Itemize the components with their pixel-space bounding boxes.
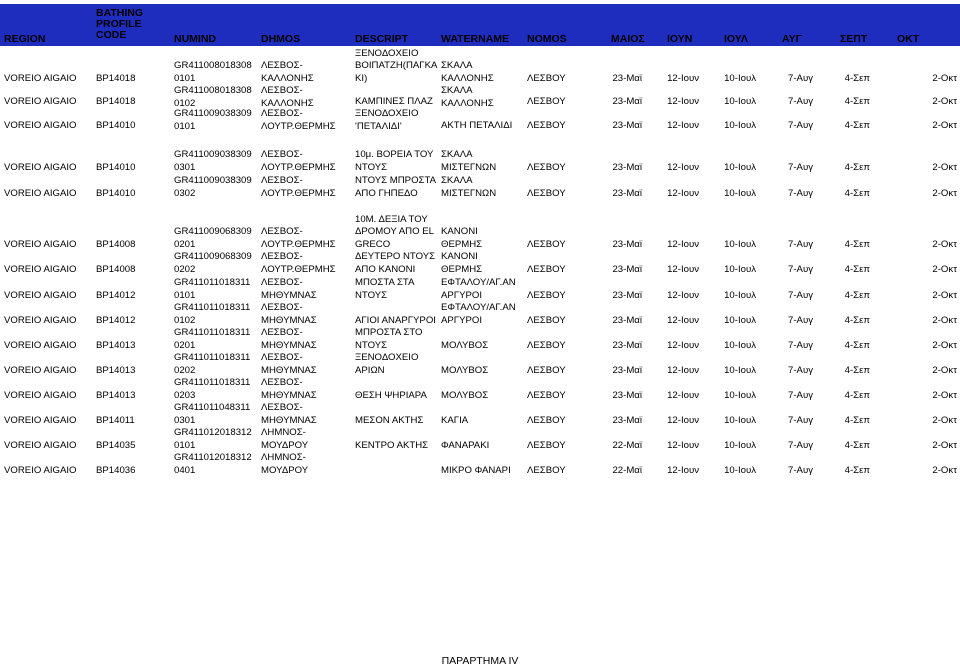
header-maios: ΜΑΙΟΣ [611,33,645,45]
month-cell: 10-Ιουλ [724,389,756,401]
nomos-cell: ΛΕΣΒΟΥ [527,289,566,301]
watername-cell: ΑΚΤΗ ΠΕΤΑΛΙΔΙ [441,119,513,131]
month-cell: 4-Σεπ [844,289,870,301]
descript-cell: ΞΕΝΟΔΟΧΕΙΟ 'ΠΕΤΑΛΙΔΙ' [355,108,419,132]
table-row [0,276,960,302]
watername-cell: ΜΟΛΥΒΟΣ [441,339,489,351]
bathing-code-cell: BP14035 [96,439,136,451]
header-sept: ΣΕΠΤ [840,33,868,45]
month-cell: 2-Οκτ [932,314,957,326]
month-cell: 2-Οκτ [932,119,957,131]
table-row [0,251,960,276]
dhmos-cell: ΛΕΣΒΟΣ- ΚΑΛΛΟΝΗΣ [261,60,314,84]
nomos-cell: ΛΕΣΒΟΥ [527,414,566,426]
numind-cell: GR411012018312 0401 [174,452,252,476]
bathing-code-cell: BP14013 [96,389,136,401]
month-cell: 7-Αυγ [788,72,813,84]
region-cell: VOREIO AIGAIO [4,389,77,401]
dhmos-cell: ΛΕΣΒΟΣ- ΜΗΘΥΜΝΑΣ [261,402,317,426]
header-ioul: ΙΟΥΛ [724,33,748,45]
month-cell: 10-Ιουλ [724,364,756,376]
month-cell: 4-Σεπ [844,389,870,401]
watername-cell: ΣΚΑΛΑ ΜΙΣΤΕΓΝΩΝ [441,175,497,199]
month-cell: 23-Μαϊ [612,289,642,301]
month-cell: 2-Οκτ [932,238,957,250]
dhmos-cell: ΛΕΣΒΟΣ- ΛΟΥΤΡ.ΘΕΡΜΗΣ [261,226,336,250]
watername-cell: ΚΑΝΟΝΙ ΘΕΡΜΗΣ [441,226,483,250]
month-cell: 7-Αυγ [788,414,813,426]
numind-cell: GR411008018308 0102 [174,85,252,109]
descript-cell: 10Μ. ΔΕΞΙΑ ΤΟΥ ΔΡΟΜΟΥ ΑΠΟ EL GRECO [355,213,434,250]
month-cell: 4-Σεπ [844,339,870,351]
region-cell: VOREIO AIGAIO [4,161,77,173]
header-ioun: ΙΟΥΝ [667,33,693,45]
month-cell: 23-Μαϊ [612,339,642,351]
region-cell: VOREIO AIGAIO [4,263,77,275]
month-cell: 12-Ιουν [667,238,699,250]
month-cell: 4-Σεπ [844,187,870,199]
dhmos-cell: ΛΕΣΒΟΣ- ΛΟΥΤΡ.ΘΕΡΜΗΣ [261,108,336,132]
month-cell: 23-Μαϊ [612,161,642,173]
month-cell: 10-Ιουλ [724,263,756,275]
descript-cell: ΜΕΣΟΝ ΑΚΤΗΣ [355,414,424,426]
table-row [0,108,960,132]
nomos-cell: ΛΕΣΒΟΥ [527,389,566,401]
descript-cell: ΔΕΥΤΕΡΟ ΝΤΟΥΣ ΑΠΟ ΚΑΝΟΝΙ [355,251,436,275]
month-cell: 2-Οκτ [932,95,957,107]
bathing-code-cell: BP14008 [96,263,136,275]
footer-annex-label: ΠΑΡΑΡΤΗΜΑ IV [441,655,519,667]
month-cell: 23-Μαϊ [612,389,642,401]
numind-cell: GR411009038309 0101 [174,108,252,132]
dhmos-cell: ΛΕΣΒΟΣ- ΜΗΘΥΜΝΑΣ [261,277,317,301]
nomos-cell: ΛΕΣΒΟΥ [527,464,566,476]
month-cell: 23-Μαϊ [612,72,642,84]
numind-cell: GR411011018311 0101 [174,277,251,301]
month-cell: 12-Ιουν [667,187,699,199]
table-row [0,174,960,200]
table-row [0,200,960,251]
dhmos-cell: ΛΕΣΒΟΣ- ΛΟΥΤΡ.ΘΕΡΜΗΣ [261,149,336,173]
bathing-code-cell: BP14008 [96,238,136,250]
watername-cell: ΣΚΑΛΑ ΚΑΛΛΟΝΗΣ [441,60,494,84]
descript-cell: ΜΠΟΣΤΑ ΣΤΑ ΝΤΟΥΣ [355,277,415,301]
numind-cell: GR411011018311 0201 [174,327,251,351]
month-cell: 10-Ιουλ [724,238,756,250]
month-cell: 23-Μαϊ [612,364,642,376]
month-cell: 7-Αυγ [788,339,813,351]
header-descript: DESCRIPT [355,33,409,45]
numind-cell: GR411009038309 0301 [174,149,252,173]
descript-cell: ΚΑΜΠΙΝΕΣ ΠΛΑΖ [355,95,433,107]
month-cell: 2-Οκτ [932,389,957,401]
month-cell: 4-Σεπ [844,72,870,84]
month-cell: 10-Ιουλ [724,161,756,173]
bathing-code-cell: BP14010 [96,161,136,173]
bathing-code-cell: BP14018 [96,95,136,107]
region-cell: VOREIO AIGAIO [4,187,77,199]
nomos-cell: ΛΕΣΒΟΥ [527,263,566,275]
month-cell: 7-Αυγ [788,439,813,451]
region-cell: VOREIO AIGAIO [4,119,77,131]
month-cell: 10-Ιουλ [724,289,756,301]
month-cell: 4-Σεπ [844,161,870,173]
month-cell: 2-Οκτ [932,161,957,173]
table-row [0,85,960,108]
dhmos-cell: ΛΕΣΒΟΣ- ΛΟΥΤΡ.ΘΕΡΜΗΣ [261,251,336,275]
header-row [0,4,960,46]
descript-cell: ΝΤΟΥΣ ΜΠΡΟΣΤΑ ΑΠΟ ΓΗΠΕΔΟ [355,175,437,199]
header-bathing-code: BATHING PROFILE CODE [96,7,144,41]
month-cell: 12-Ιουν [667,161,699,173]
month-cell: 23-Μαϊ [612,263,642,275]
table-row [0,132,960,174]
month-cell: 23-Μαϊ [612,314,642,326]
numind-cell: GR411011018311 0203 [174,377,251,401]
nomos-cell: ΛΕΣΒΟΥ [527,238,566,250]
month-cell: 7-Αυγ [788,238,813,250]
month-cell: 12-Ιουν [667,464,699,476]
month-cell: 12-Ιουν [667,119,699,131]
month-cell: 7-Αυγ [788,161,813,173]
region-cell: VOREIO AIGAIO [4,95,77,107]
nomos-cell: ΛΕΣΒΟΥ [527,95,566,107]
dhmos-cell: ΛΗΜΝΟΣ- ΜΟΥΔΡΟΥ [261,452,309,476]
month-cell: 12-Ιουν [667,339,699,351]
month-cell: 10-Ιουλ [724,414,756,426]
month-cell: 12-Ιουν [667,439,699,451]
month-cell: 4-Σεπ [844,439,870,451]
descript-cell: ΚΕΝΤΡΟ ΑΚΤΗΣ [355,439,429,451]
table-row [0,377,960,402]
month-cell: 2-Οκτ [932,364,957,376]
nomos-cell: ΛΕΣΒΟΥ [527,439,566,451]
month-cell: 4-Σεπ [844,414,870,426]
bathing-code-cell: BP14012 [96,289,136,301]
month-cell: 10-Ιουλ [724,439,756,451]
month-cell: 7-Αυγ [788,119,813,131]
month-cell: 2-Οκτ [932,414,957,426]
month-cell: 4-Σεπ [844,238,870,250]
spreadsheet [0,4,960,476]
nomos-cell: ΛΕΣΒΟΥ [527,339,566,351]
nomos-cell: ΛΕΣΒΟΥ [527,364,566,376]
month-cell: 12-Ιουν [667,364,699,376]
numind-cell: GR411012018312 0101 [174,427,252,451]
watername-cell: ΕΦΤΑΛΟΥ/ΑΓ.ΑΝ ΑΡΓΥΡΟΙ [441,277,516,301]
header-numind: NUMIND [174,33,216,45]
table-row [0,427,960,452]
month-cell: 2-Οκτ [932,289,957,301]
month-cell: 7-Αυγ [788,389,813,401]
watername-cell: ΜΙΚΡΟ ΦΑΝΑΡΙ [441,464,511,476]
header-region: REGION [4,33,46,45]
bathing-code-cell: BP14010 [96,187,136,199]
month-cell: 4-Σεπ [844,263,870,275]
month-cell: 22-Μαϊ [612,439,642,451]
dhmos-cell: ΛΕΣΒΟΣ- ΜΗΘΥΜΝΑΣ [261,377,317,401]
month-cell: 7-Αυγ [788,187,813,199]
watername-cell: ΣΚΑΛΑ ΚΑΛΛΟΝΗΣ [441,85,494,109]
month-cell: 4-Σεπ [844,364,870,376]
month-cell: 23-Μαϊ [612,238,642,250]
month-cell: 12-Ιουν [667,389,699,401]
watername-cell: ΜΟΛΥΒΟΣ [441,364,489,376]
table-row [0,352,960,377]
month-cell: 7-Αυγ [788,95,813,107]
month-cell: 4-Σεπ [844,464,870,476]
dhmos-cell: ΛΕΣΒΟΣ- ΚΑΛΛΟΝΗΣ [261,85,314,109]
month-cell: 10-Ιουλ [724,72,756,84]
bathing-code-cell: BP14013 [96,339,136,351]
nomos-cell: ΛΕΣΒΟΥ [527,314,566,326]
numind-cell: GR411009068309 0202 [174,251,252,275]
month-cell: 10-Ιουλ [724,187,756,199]
month-cell: 7-Αυγ [788,263,813,275]
watername-cell: ΚΑΝΟΝΙ ΘΕΡΜΗΣ [441,251,483,275]
numind-cell: GR411009038309 0302 [174,175,252,199]
watername-cell: ΜΟΛΥΒΟΣ [441,389,489,401]
month-cell: 10-Ιουλ [724,339,756,351]
month-cell: 22-Μαϊ [612,464,642,476]
month-cell: 7-Αυγ [788,364,813,376]
descript-cell: ΑΓΙΟΙ ΑΝΑΡΓΥΡΟΙ [355,314,436,326]
month-cell: 2-Οκτ [932,187,957,199]
table-row [0,47,960,85]
month-cell: 23-Μαϊ [612,95,642,107]
region-cell: VOREIO AIGAIO [4,314,77,326]
month-cell: 4-Σεπ [844,314,870,326]
region-cell: VOREIO AIGAIO [4,289,77,301]
region-cell: VOREIO AIGAIO [4,238,77,250]
month-cell: 12-Ιουν [667,314,699,326]
descript-cell: ΘΕΣΗ ΨΗΡΙΑΡΑ [355,389,427,401]
watername-cell: ΣΚΑΛΑ ΜΙΣΤΕΓΝΩΝ [441,149,497,173]
month-cell: 10-Ιουλ [724,95,756,107]
month-cell: 10-Ιουλ [724,119,756,131]
dhmos-cell: ΛΕΣΒΟΣ- ΛΟΥΤΡ.ΘΕΡΜΗΣ [261,175,336,199]
region-cell: VOREIO AIGAIO [4,439,77,451]
watername-cell: ΕΦΤΑΛΟΥ/ΑΓ.ΑΝ ΑΡΓΥΡΟΙ [441,302,516,326]
table-row [0,402,960,427]
month-cell: 12-Ιουν [667,414,699,426]
nomos-cell: ΛΕΣΒΟΥ [527,161,566,173]
month-cell: 2-Οκτ [932,72,957,84]
header-avg: ΑΥΓ [782,33,802,45]
month-cell: 7-Αυγ [788,464,813,476]
numind-cell: GR411008018308 0101 [174,60,252,84]
numind-cell: GR411011018311 0202 [174,352,251,376]
region-cell: VOREIO AIGAIO [4,72,77,84]
header-dhmos: DHMOS [261,33,301,45]
region-cell: VOREIO AIGAIO [4,339,77,351]
header-okt: ΟΚΤ [897,33,920,45]
month-cell: 4-Σεπ [844,119,870,131]
bathing-code-cell: BP14013 [96,364,136,376]
bathing-code-cell: BP14010 [96,119,136,131]
descript-cell: ΞΕΝΟΔΟΧΕΙΟ ΑΡΙΩΝ [355,352,419,376]
month-cell: 12-Ιουν [667,289,699,301]
dhmos-cell: ΛΗΜΝΟΣ- ΜΟΥΔΡΟΥ [261,427,309,451]
month-cell: 23-Μαϊ [612,414,642,426]
descript-cell: 10μ. ΒΟΡΕΙΑ ΤΟΥ ΝΤΟΥΣ [355,149,434,173]
header-nomos: NOMOS [527,33,567,45]
watername-cell: ΚΑΓΙΑ [441,414,469,426]
month-cell: 4-Σεπ [844,95,870,107]
bathing-code-cell: BP14036 [96,464,136,476]
month-cell: 12-Ιουν [667,72,699,84]
month-cell: 7-Αυγ [788,314,813,326]
table-row [0,302,960,327]
nomos-cell: ΛΕΣΒΟΥ [527,72,566,84]
month-cell: 23-Μαϊ [612,187,642,199]
descript-cell: ΞΕΝΟΔΟΧΕΙΟ ΒΟΙΠΑΤΖΗ(ΠΑΓΚΑ ΚΙ) [355,47,438,84]
dhmos-cell: ΛΕΣΒΟΣ- ΜΗΘΥΜΝΑΣ [261,302,317,326]
dhmos-cell: ΛΕΣΒΟΣ- ΜΗΘΥΜΝΑΣ [261,327,317,351]
region-cell: VOREIO AIGAIO [4,464,77,476]
dhmos-cell: ΛΕΣΒΟΣ- ΜΗΘΥΜΝΑΣ [261,352,317,376]
nomos-cell: ΛΕΣΒΟΥ [527,187,566,199]
month-cell: 2-Οκτ [932,339,957,351]
table-row [0,327,960,352]
bathing-code-cell: BP14011 [96,414,135,426]
nomos-cell: ΛΕΣΒΟΥ [527,119,566,131]
region-cell: VOREIO AIGAIO [4,414,77,426]
month-cell: 23-Μαϊ [612,119,642,131]
numind-cell: GR411011048311 0301 [174,402,251,426]
month-cell: 2-Οκτ [932,263,957,275]
watername-cell: ΦΑΝΑΡΑΚΙ [441,439,490,451]
month-cell: 2-Οκτ [932,464,957,476]
month-cell: 2-Οκτ [932,439,957,451]
month-cell: 10-Ιουλ [724,464,756,476]
month-cell: 12-Ιουν [667,263,699,275]
numind-cell: GR411011018311 0102 [174,302,251,326]
header-watername: WATERNAME [441,33,510,45]
month-cell: 7-Αυγ [788,289,813,301]
bathing-code-cell: BP14012 [96,314,136,326]
month-cell: 12-Ιουν [667,95,699,107]
bathing-code-cell: BP14018 [96,72,136,84]
region-cell: VOREIO AIGAIO [4,364,77,376]
numind-cell: GR411009068309 0201 [174,226,252,250]
month-cell: 10-Ιουλ [724,314,756,326]
descript-cell: ΜΠΡΟΣΤΑ ΣΤΟ ΝΤΟΥΣ [355,327,423,351]
table-row [0,452,960,477]
